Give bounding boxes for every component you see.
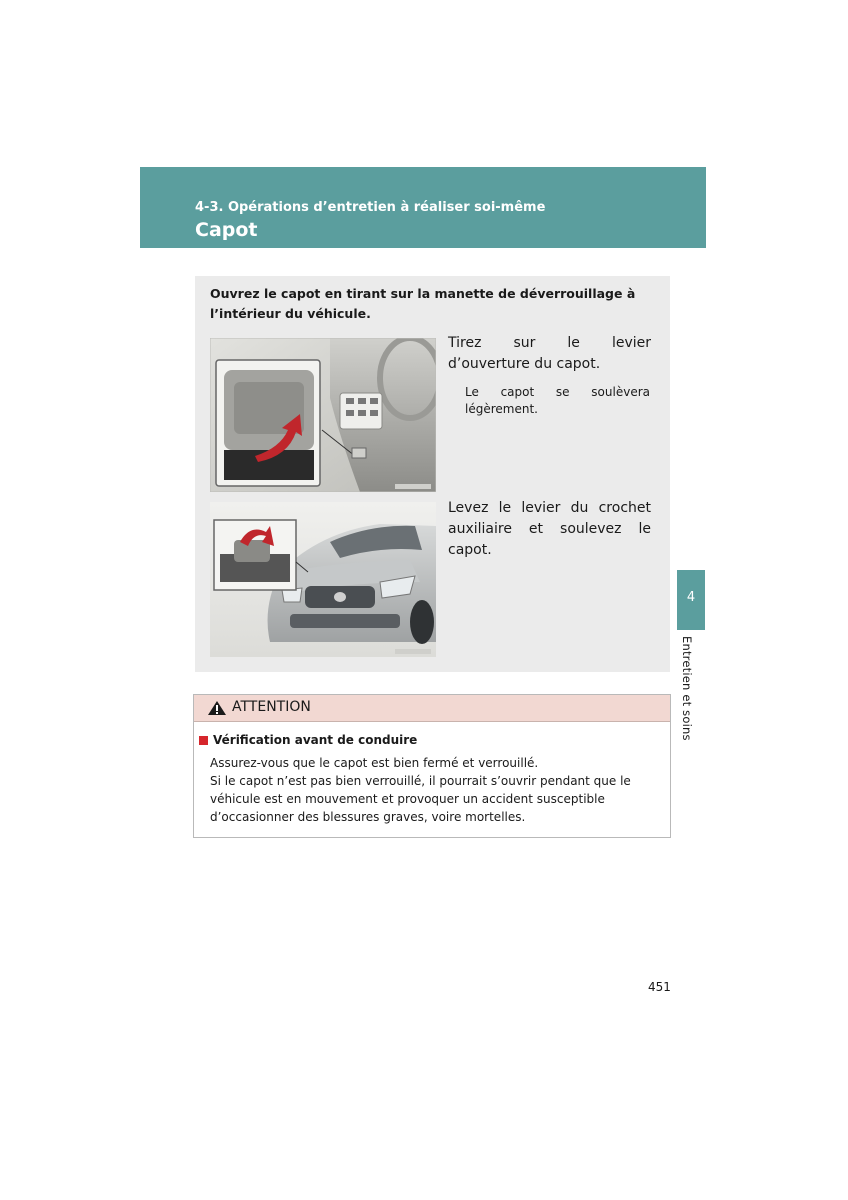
attention-subheading bbox=[199, 733, 417, 747]
attention-subheading-text: Vérification avant de conduire bbox=[213, 733, 418, 747]
chapter-label: Entretien et soins bbox=[680, 636, 694, 741]
attention-title: ATTENTION bbox=[232, 699, 311, 715]
attention-header bbox=[194, 695, 670, 722]
attention-box bbox=[193, 694, 671, 838]
car-front-hood-illustration bbox=[210, 502, 436, 657]
warning-triangle-icon bbox=[207, 700, 227, 716]
step-1-illustration bbox=[210, 338, 436, 492]
attention-line-1: Assurez-vous que le capot est bien fermé et verrouillé. bbox=[210, 756, 539, 770]
attention-line-2: Si le capot n’est pas bien verrouillé, il pourrait s’ouvrir pendant que le véhicule est en mouvement et provoquer un accident susceptible d’occasionner des blessures graves, voire mortelles. bbox=[210, 774, 631, 824]
step-2-text: Levez le levier du crochet auxiliaire et soulevez le capot. bbox=[448, 500, 651, 558]
intro-text: Ouvrez le capot en tirant sur la manette de déverrouillage à l’intérieur du véhicule. bbox=[210, 286, 636, 321]
content-box bbox=[195, 276, 670, 672]
red-square-bullet-icon bbox=[199, 736, 208, 745]
attention-body bbox=[210, 754, 666, 826]
chapter-tab: 4 bbox=[677, 570, 705, 630]
page-title: Capot bbox=[195, 219, 258, 241]
header-band bbox=[140, 167, 706, 248]
step-1-text: Tirez sur le levier d’ouverture du capot. bbox=[448, 335, 651, 372]
step-2-illustration bbox=[210, 502, 436, 657]
section-label: 4-3. Opérations d’entretien à réaliser soi-même bbox=[195, 200, 546, 215]
step-1-note: Le capot se soulèvera légèrement. bbox=[465, 385, 650, 416]
hood-release-lever-illustration bbox=[210, 338, 436, 492]
page-number: 451 bbox=[648, 980, 671, 994]
